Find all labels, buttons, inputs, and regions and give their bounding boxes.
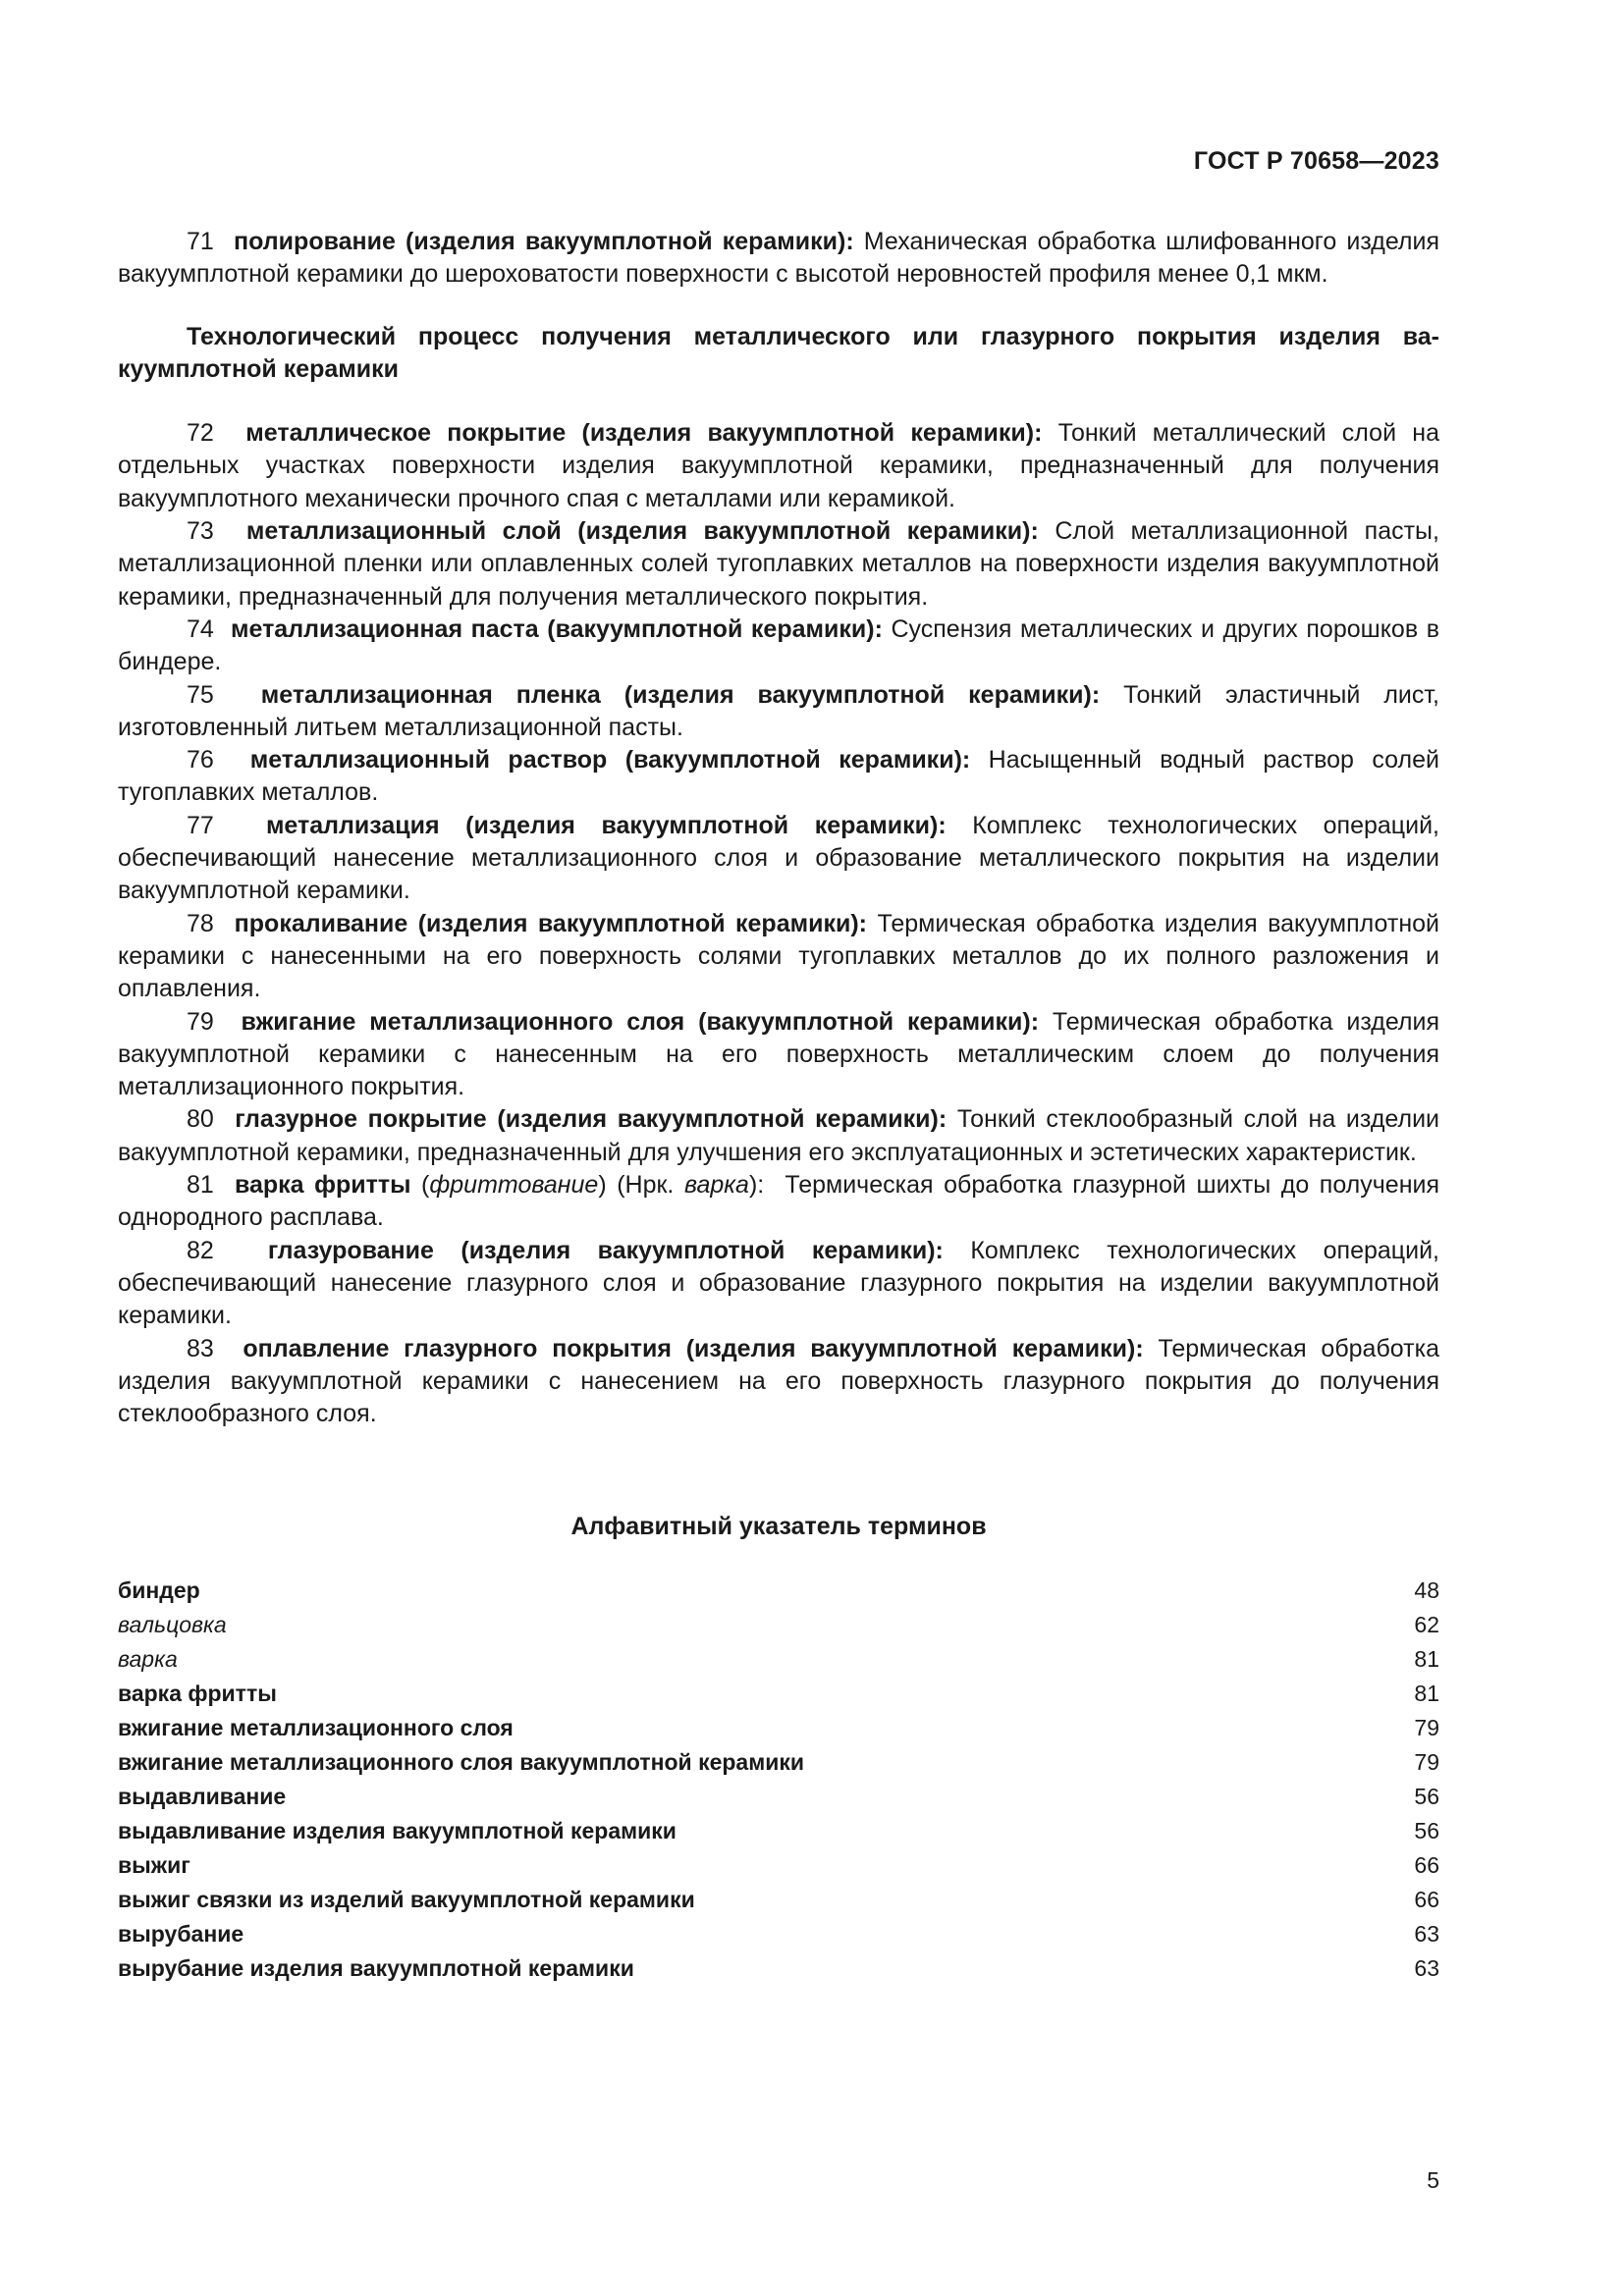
- entry-number: 73: [187, 517, 214, 546]
- index-term: выдавливание: [118, 1783, 287, 1809]
- entry-definition: Тонкий эластичный лист, изготовленный литьем металлизационной пасты.: [118, 680, 1440, 741]
- synonym-close: ) (Нрк.: [598, 1171, 675, 1200]
- entry-number: 74: [187, 614, 214, 643]
- entry-definition: Тонкий металлический слой на отдельных участках поверхности изделия вакуумплотной керамики, предназначенный для получения вакуумплотного механически прочного спая с металлами или керамикой.: [118, 419, 1439, 512]
- term-entry-74: [118, 614, 1439, 679]
- index-row: [118, 1677, 1439, 1711]
- term-entry-75: [118, 679, 1439, 745]
- term-entry-81: [118, 1169, 1439, 1235]
- entry-definition: Слой металлизационной пасты, металлизационной пленки или оплавленных солей тугоплавких металлов на поверхности изделия вакуумплотной керамики, предназначенный для получения металлического покрытия.: [118, 517, 1439, 611]
- entry-term: металлизационный раствор (вакуумплотной керамики):: [249, 746, 971, 774]
- entry-number: 77: [187, 811, 214, 839]
- index-term: вырубание: [118, 1920, 244, 1947]
- index-page: 66: [1414, 1886, 1439, 1912]
- index-term: вырубание изделия вакуумплотной керамики: [118, 1954, 634, 1981]
- index-page: 81: [1414, 1645, 1439, 1672]
- entry-definition: Комплекс технологических операций, обеспечивающий нанесение металлизационного слоя и образование металлического покрытия на изделии вакуумплотной керамики.: [118, 811, 1439, 905]
- entry-term: варка фритты: [234, 1171, 411, 1200]
- document-body: [118, 226, 1439, 1986]
- index-page: 79: [1414, 1714, 1439, 1740]
- term-entry-82: [118, 1235, 1439, 1333]
- index-term: биндер: [118, 1576, 200, 1603]
- entry-term: полирование (изделия вакуумплотной керамики):: [234, 228, 854, 255]
- index-row: [118, 1642, 1439, 1677]
- term-index: [118, 1574, 1439, 1986]
- synonym-open: (: [421, 1171, 430, 1200]
- index-row: [118, 1780, 1439, 1814]
- entry-definition: Термическая обработка изделия вакуумплотной керамики с нанесенными на его поверхность солями тугоплавких металлов до их полного разложения и оплавления.: [118, 909, 1440, 1003]
- index-page: 66: [1414, 1851, 1439, 1878]
- entry-term: оплавление глазурного покрытия (изделия вакуумплотной керамики):: [243, 1334, 1144, 1362]
- term-entry-71: [118, 226, 1439, 292]
- index-row: [118, 1848, 1439, 1883]
- entry-definition: Тонкий стеклообразный слой на изделии вакуумплотной керамики, предназначенный для улучшения его эксплуатационных и эстетических характеристик.: [118, 1105, 1439, 1166]
- index-row: [118, 1951, 1439, 1986]
- term-entry-78: [118, 908, 1439, 1006]
- term-entry-83: [118, 1333, 1439, 1431]
- index-term: выдавливание изделия вакуумплотной керамики: [118, 1817, 677, 1843]
- index-page: 56: [1414, 1817, 1439, 1843]
- index-row: [118, 1814, 1439, 1848]
- entry-number: 83: [187, 1334, 214, 1362]
- index-row: [118, 1883, 1439, 1917]
- page-number: 5: [1427, 2167, 1439, 2193]
- index-page: 63: [1414, 1954, 1439, 1981]
- entry-term: металлическое покрытие (изделия вакуумплотной керамики):: [245, 419, 1043, 448]
- entry-definition: Механическая обработка шлифованного изделия вакуумплотной керамики до шероховатости поверхности с высотой неровностей профиля менее 0,1 мкм.: [118, 228, 1439, 289]
- index-page: 56: [1414, 1783, 1439, 1809]
- entry-not-recommended: варка: [683, 1171, 749, 1200]
- entry-definition: Термическая обработка глазурной шихты до получения однородного расплава.: [118, 1171, 1439, 1232]
- term-entry-77: [118, 810, 1439, 908]
- entry-synonym: фриттование: [429, 1171, 599, 1200]
- entry-definition: Термическая обработка изделия вакуумплотной керамики с нанесением на его поверхность глазурного покрытия до получения стеклообразного слоя.: [118, 1334, 1439, 1428]
- index-term: вжигание металлизационного слоя: [118, 1714, 514, 1740]
- section-heading: Технологический процесс получения металлического или глазурного покрытия изделия вакуумплотной керамики: [118, 322, 1439, 383]
- index-term: выжиг: [118, 1851, 190, 1878]
- entry-number: 75: [187, 680, 214, 709]
- entry-number: 80: [187, 1105, 214, 1134]
- entry-term: прокаливание (изделия вакуумплотной керамики):: [234, 909, 868, 937]
- entry-definition: Комплекс технологических операций, обеспечивающий нанесение глазурного слоя и образование глазурного покрытия на изделии вакуумплотной керамики.: [118, 1236, 1439, 1330]
- index-term: вжигание металлизационного слоя вакуумплотной керамики: [118, 1748, 805, 1775]
- index-row: [118, 1917, 1439, 1951]
- term-entry-73: [118, 515, 1439, 614]
- term-entry-76: [118, 744, 1439, 810]
- index-page: 81: [1414, 1680, 1439, 1706]
- entry-number: 71: [187, 228, 214, 255]
- entry-term: металлизационная паста (вакуумплотной керамики):: [231, 614, 883, 643]
- index-term: выжиг связки из изделий вакуумплотной керамики: [118, 1886, 695, 1912]
- entry-term: металлизационная пленка (изделия вакуумплотной керамики):: [260, 680, 1101, 709]
- entry-number: 76: [187, 746, 214, 774]
- entry-definition: Суспензия металлических и других порошков в биндере.: [118, 614, 1439, 676]
- entry-term: металлизационный слой (изделия вакуумплотной керамики):: [245, 517, 1039, 546]
- entry-term: глазурное покрытие (изделия вакуумплотной керамики):: [235, 1105, 947, 1134]
- term-entry-72: [118, 417, 1439, 515]
- entry-number: 81: [187, 1171, 214, 1200]
- index-page: 63: [1414, 1920, 1439, 1947]
- entry-term: металлизация (изделия вакуумплотной керамики):: [265, 811, 947, 839]
- index-page: 48: [1414, 1576, 1439, 1603]
- entry-definition: Термическая обработка изделия вакуумплотной керамики с нанесенным на его поверхность металлическим слоем до получения металлизационного покрытия.: [118, 1007, 1439, 1101]
- entry-definition: Насыщенный водный раствор солей тугоплавких металлов.: [118, 746, 1439, 807]
- term-entry-80: [118, 1103, 1439, 1169]
- index-row: [118, 1574, 1439, 1608]
- nrk-close: ):: [748, 1171, 765, 1200]
- term-entries: [118, 417, 1439, 1430]
- entry-term: вжигание металлизационного слоя (вакуумплотной керамики):: [241, 1007, 1040, 1036]
- index-heading: Алфавитный указатель терминов: [570, 1513, 987, 1541]
- entry-number: 78: [187, 909, 214, 937]
- index-page: 62: [1414, 1611, 1439, 1637]
- index-row: [118, 1711, 1439, 1745]
- index-row: [118, 1745, 1439, 1780]
- entry-number: 72: [187, 419, 214, 448]
- entry-term: глазурование (изделия вакуумплотной керамики):: [267, 1236, 944, 1264]
- index-term: варка: [118, 1645, 178, 1672]
- term-entry-79: [118, 1006, 1439, 1104]
- index-term: вальцовка: [118, 1611, 227, 1637]
- index-term: варка фритты: [118, 1680, 277, 1706]
- standard-header: ГОСТ Р 70658—2023: [1193, 147, 1439, 175]
- entry-number: 79: [187, 1007, 214, 1036]
- index-row: [118, 1608, 1439, 1642]
- index-page: 79: [1414, 1748, 1439, 1775]
- entry-number: 82: [187, 1236, 214, 1264]
